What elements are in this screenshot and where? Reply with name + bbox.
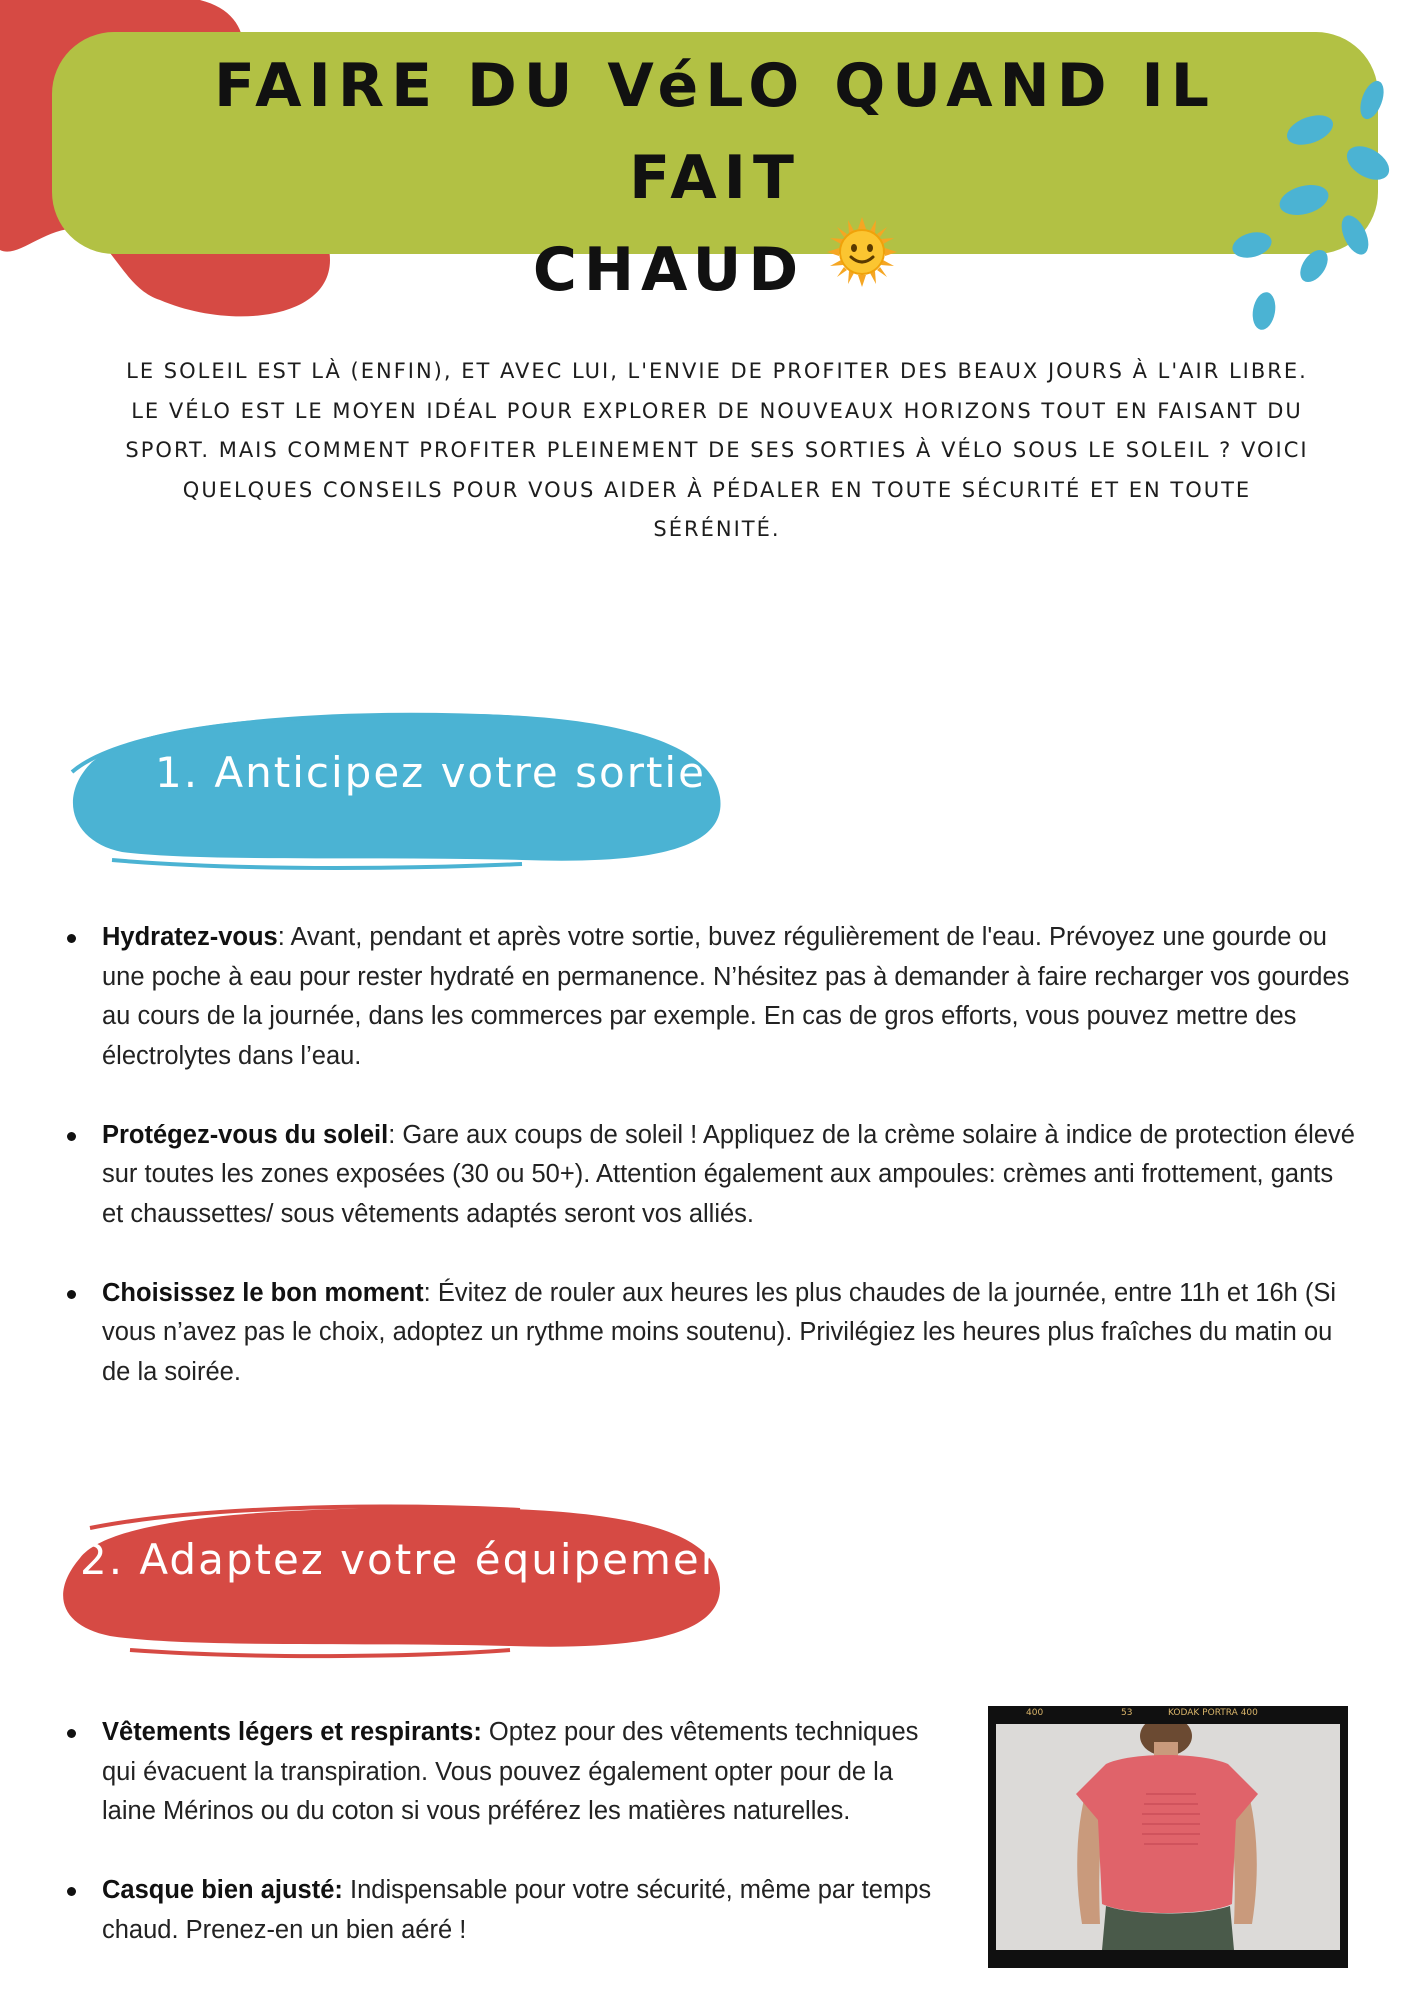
jersey-photo xyxy=(988,1706,1348,1968)
list-item-text: Optez pour des vêtements techniques qui évacuent la transpiration. Vous pouvez également opter pour de la laine Mérinos ou du coton si vous préférez les matières naturelles. xyxy=(102,1718,919,1825)
section-2-title: 2. Adaptez votre équipement xyxy=(80,1535,748,1584)
intro-paragraph: LE SOLEIL EST LÀ (ENFIN), ET AVEC LUI, L'ENVIE DE PROFITER DES BEAUX JOURS À L'AIR LIBRE. LE VÉLO EST LE MOYEN IDÉAL POUR EXPLORER DE NOUVEAUX HORIZONS TOUT EN FAISANT DU SPORT. MAIS COMMENT PROFITER PLEINEMENT DE SES SORTIES À VÉLO SOUS LE SOLEIL ? VOICI QUELQUES CONSEILS POUR VOUS AIDER À PÉDALER EN TOUTE SÉCURITÉ ET EN TOUTE SÉRÉNITÉ. xyxy=(125,359,1309,541)
film-label: 400 xyxy=(1026,1708,1044,1718)
list-item: Choisissez le bon moment: Évitez de rouler aux heures les plus chaudes de la journée, entre 11h et 16h (Si vous n’avez pas le choix, adoptez un rythme moins soutenu). Privilégiez les heures plus fraîches du matin ou de la soirée. xyxy=(66,1274,1356,1393)
section-1-list xyxy=(66,918,1356,1432)
list-item-label: Vêtements légers et respirants: xyxy=(102,1718,482,1746)
section-2-list xyxy=(66,1713,946,1990)
list-item xyxy=(66,1871,946,1950)
film-label: KODAK PORTRA 400 xyxy=(1168,1708,1258,1718)
list-item-text: Évitez de rouler aux heures les plus chaudes de la journée, entre 11h et 16h (Si vous n’avez pas le choix, adoptez un rythme moins soutenu). Privilégiez les heures plus fraîches du matin ou de la soirée. xyxy=(102,1278,1337,1386)
title-line-1: FAIRE DU VéLO QUAND IL FAIT xyxy=(214,51,1216,213)
list-item: Protégez-vous du soleil: Gare aux coups de soleil ! Appliquez de la crème solaire à indice de protection élevé sur toutes les zones exposées (30 ou 50+). Attention également aux ampoules: crèmes anti frottement, gants et chaussettes/ sous vêtements adaptés seront vos alliés. xyxy=(66,1116,1356,1235)
pink-cycling-jersey-photo xyxy=(996,1724,1340,1950)
section-1-title: 1. Anticipez votre sortie xyxy=(155,748,706,797)
list-item-text: Indispensable pour votre sécurité, même par temps chaud. Prenez-en un bien aéré ! xyxy=(102,1876,932,1944)
film-label: 53 xyxy=(1121,1708,1133,1718)
list-item-label: Casque bien ajusté: xyxy=(102,1876,343,1904)
list-item-label: Hydratez-vous xyxy=(102,923,278,951)
sun-emoji-icon xyxy=(827,217,897,313)
list-item-text: Gare aux coups de soleil ! Appliquez de la crème solaire à indice de protection élevé sur toutes les zones exposées (30 ou 50+). Attention également aux ampoules: crèmes anti frottement, gants et chaussettes/ sous vêtements adaptés seront vos alliés. xyxy=(102,1120,1355,1228)
page-title xyxy=(150,40,1280,321)
title-line-2 xyxy=(150,224,1280,321)
list-item-label: Protégez-vous du soleil xyxy=(102,1120,389,1149)
list-item: Hydratez-vous: Avant, pendant et après votre sortie, buvez régulièrement de l'eau. Prévoyez une gourde ou une poche à eau pour rester hydraté en permanence. N’hésitez pas à demander à faire recharger vos gourdes au cours de la journée, dans les commerces par exemple. En cas de gros efforts, vous pouvez mettre des électrolytes dans l’eau. xyxy=(66,918,1356,1076)
list-item-label: Choisissez le bon moment xyxy=(102,1278,424,1307)
list-item xyxy=(66,1713,946,1832)
title-line-2-text: CHAUD xyxy=(532,235,806,305)
list-item-text: Avant, pendant et après votre sortie, buvez régulièrement de l'eau. Prévoyez une gourde ou une poche à eau pour rester hydraté en permanence. N’hésitez pas à demander à faire recharger vos gourdes au cours de la journée, dans les commerces par exemple. En cas de gros efforts, vous pouvez mettre des électrolytes dans l’eau. xyxy=(102,923,1350,1070)
